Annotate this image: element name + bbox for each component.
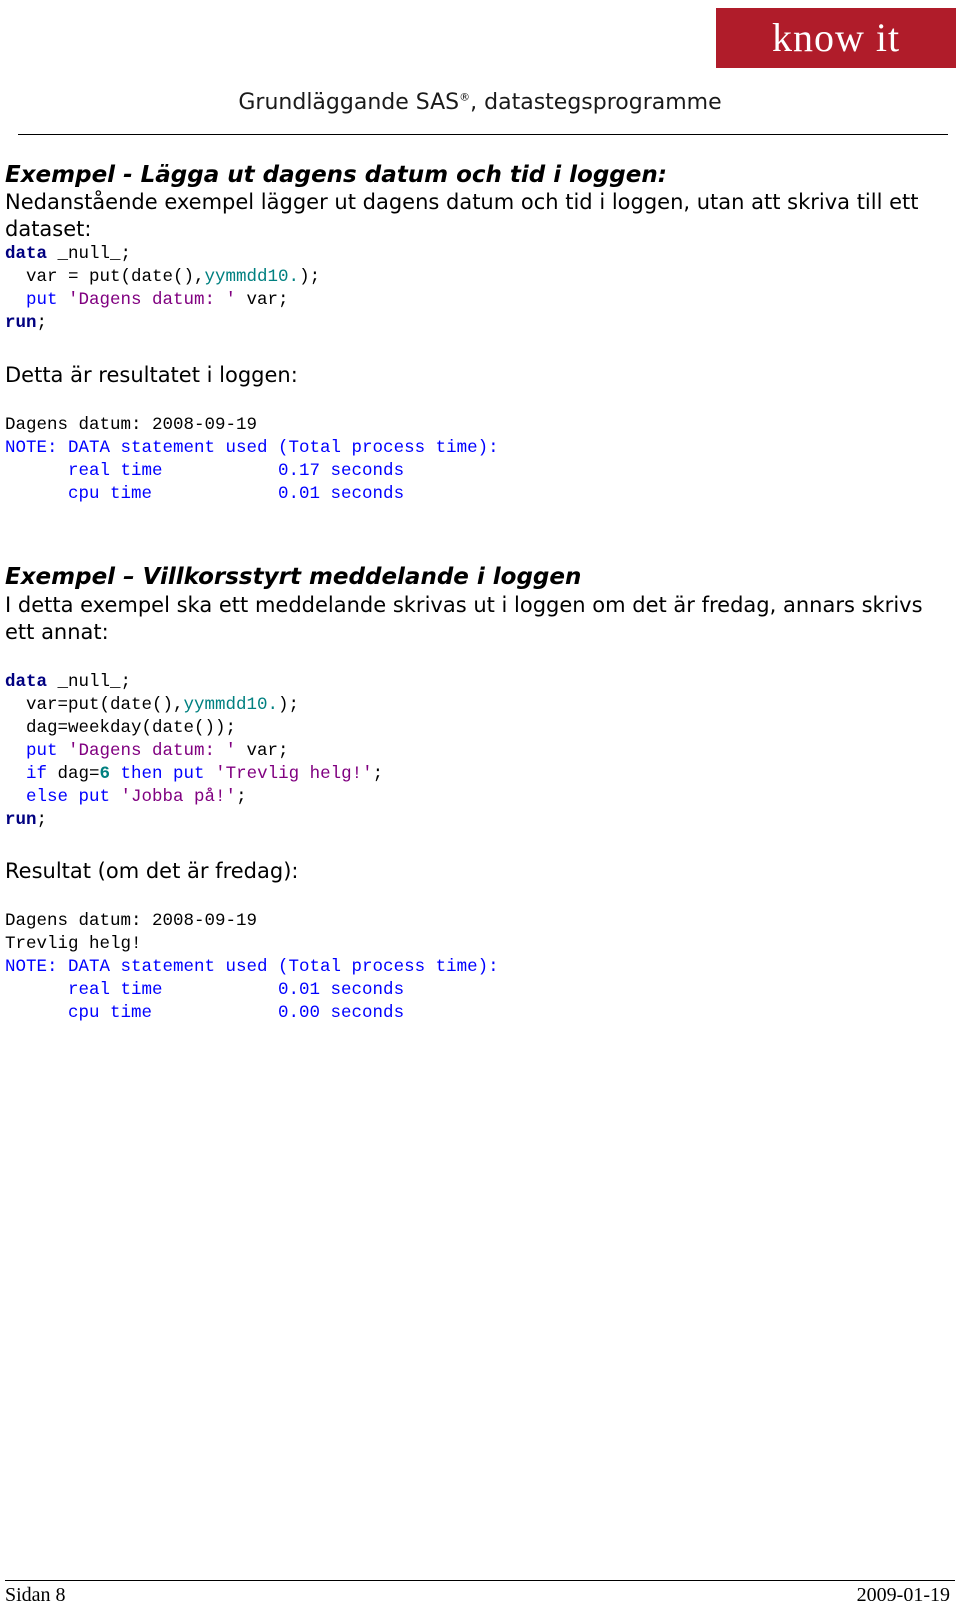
section1-intro: Nedanstående exempel lägger ut dagens datum och tid i loggen, utan att skriva till ett dataset:: [5, 190, 919, 241]
code-statement: put: [5, 290, 69, 310]
section1-log: [5, 414, 499, 506]
title-text: Grundläggande SAS: [238, 90, 460, 115]
footer-date: 2009-01-19: [856, 1584, 950, 1606]
code-statement: then put: [110, 764, 216, 784]
title-suffix: , datastegsprogramme: [470, 90, 722, 115]
code-statement: if: [5, 764, 48, 784]
code-text: var;: [236, 290, 289, 310]
section2-log: [5, 910, 499, 1025]
code-text: var = put(date(),: [5, 267, 205, 287]
log-note: cpu time 0.00 seconds: [5, 1003, 405, 1023]
code-text: dag=: [47, 764, 100, 784]
log-note: cpu time 0.01 seconds: [5, 484, 405, 504]
log-note: real time 0.17 seconds: [5, 461, 405, 481]
code-keyword: run: [5, 810, 37, 830]
code-keyword: run: [5, 313, 37, 333]
code-string: 'Trevlig helg!': [215, 764, 373, 784]
code-format: yymmdd10.: [204, 267, 300, 287]
code-text: var=put(date(),: [5, 695, 184, 715]
code-statement: else put: [5, 787, 121, 807]
code-text: var;: [236, 741, 289, 761]
registered-mark: ®: [459, 90, 471, 104]
section2-code: [5, 671, 383, 832]
code-number: 6: [99, 764, 111, 784]
code-string: 'Dagens datum: ': [68, 290, 237, 310]
log-line: Dagens datum: 2008-09-19: [5, 415, 258, 435]
document-title: [0, 90, 960, 115]
log-note: NOTE: DATA statement used (Total process time):: [5, 957, 499, 977]
log-line: Dagens datum: 2008-09-19: [5, 911, 258, 931]
code-text: ;: [36, 810, 48, 830]
header-divider: [18, 134, 948, 135]
section1-code: [5, 243, 320, 335]
code-keyword: data: [5, 244, 48, 264]
code-text: _null_;: [47, 672, 132, 692]
section1-result-label: Detta är resultatet i loggen:: [5, 363, 298, 387]
section2-intro: I detta exempel ska ett meddelande skrivas ut i loggen om det är fredag, annars skrivs ett annat:: [5, 593, 923, 644]
company-logo: know it: [716, 8, 956, 68]
code-statement: put: [5, 741, 69, 761]
footer-divider: [5, 1580, 955, 1581]
section2-heading: Exempel – Villkorsstyrt meddelande i loggen: [5, 564, 582, 590]
page-number: Sidan 8: [5, 1584, 66, 1606]
code-text: ;: [36, 313, 48, 333]
code-text: _null_;: [47, 244, 132, 264]
code-text: ;: [372, 764, 384, 784]
code-string: 'Jobba på!': [120, 787, 237, 807]
section2-result-label: Resultat (om det är fredag):: [5, 859, 299, 883]
code-string: 'Dagens datum: ': [68, 741, 237, 761]
code-text: );: [299, 267, 321, 287]
log-note: NOTE: DATA statement used (Total process time):: [5, 438, 499, 458]
code-text: dag=weekday(date());: [5, 718, 237, 738]
log-note: real time 0.01 seconds: [5, 980, 405, 1000]
code-format: yymmdd10.: [183, 695, 279, 715]
code-text: ;: [236, 787, 247, 807]
log-line: Trevlig helg!: [5, 934, 142, 954]
code-text: );: [278, 695, 300, 715]
code-keyword: data: [5, 672, 48, 692]
section1-heading: Exempel - Lägga ut dagens datum och tid i loggen:: [5, 162, 667, 188]
